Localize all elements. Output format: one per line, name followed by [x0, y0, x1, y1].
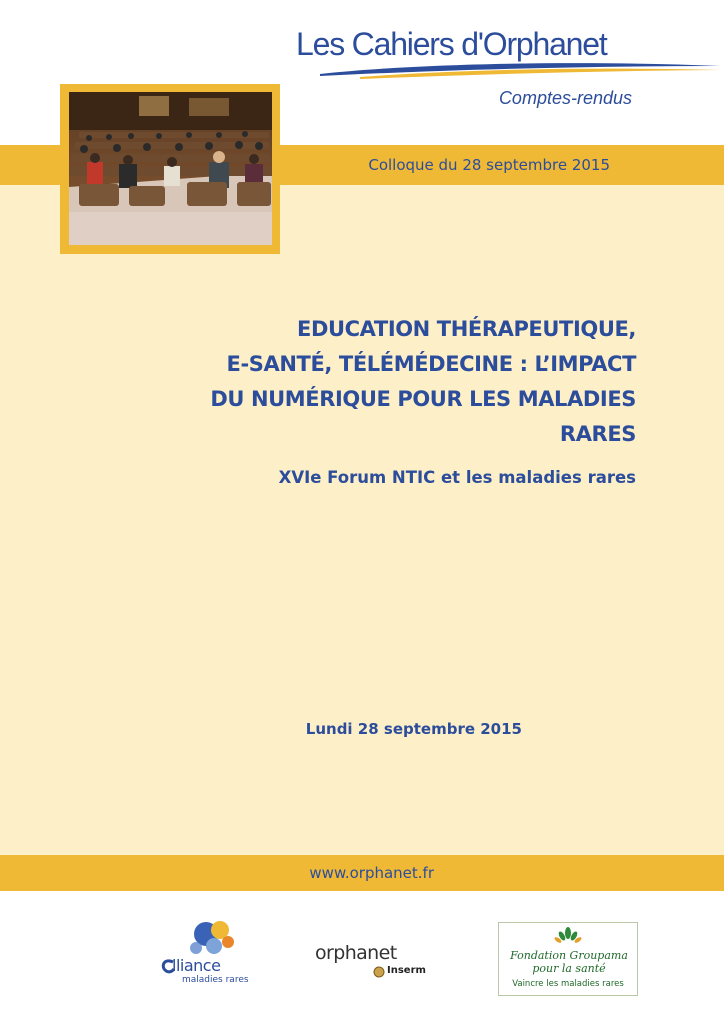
publication-subtitle: Comptes-rendus: [498, 88, 632, 108]
alliance-sub: maladies rares: [182, 975, 249, 985]
title-line: DU NUMÉRIQUE POUR LES MALADIES: [210, 387, 636, 411]
title-line: RARES: [559, 422, 636, 446]
alliance-logo: [160, 918, 270, 994]
orphanet-wordmark: orphanet: [315, 942, 397, 964]
publication-title: Les Cahiers d'Orphanet: [296, 26, 607, 62]
document-title: [120, 312, 636, 452]
document-subtitle: XVIe Forum NTIC et les maladies rares: [278, 468, 636, 487]
groupama-leaf-icon: [553, 927, 583, 949]
main-panel: [0, 185, 724, 855]
groupama-script: Fondation Groupama pour la santé: [510, 949, 628, 975]
alliance-wordmark: lliance: [172, 956, 221, 975]
colloque-date: Colloque du 28 septembre 2015: [368, 156, 610, 174]
groupama-tagline: Vaincre les maladies rares: [512, 979, 624, 989]
conference-photo: [69, 92, 272, 245]
inserm-wordmark: Inserm: [387, 965, 426, 976]
title-line: E-SANTÉ, TÉLÉMÉDECINE : L’IMPACT: [226, 352, 636, 376]
inserm-emblem-icon: [373, 966, 385, 978]
event-date: Lundi 28 septembre 2015: [305, 720, 522, 738]
groupama-logo: [498, 922, 638, 996]
swoosh-decoration: [320, 58, 720, 82]
title-line: EDUCATION THÉRAPEUTIQUE,: [297, 317, 636, 341]
orphanet-logo: [315, 942, 430, 986]
website-link[interactable]: www.orphanet.fr: [309, 864, 434, 882]
